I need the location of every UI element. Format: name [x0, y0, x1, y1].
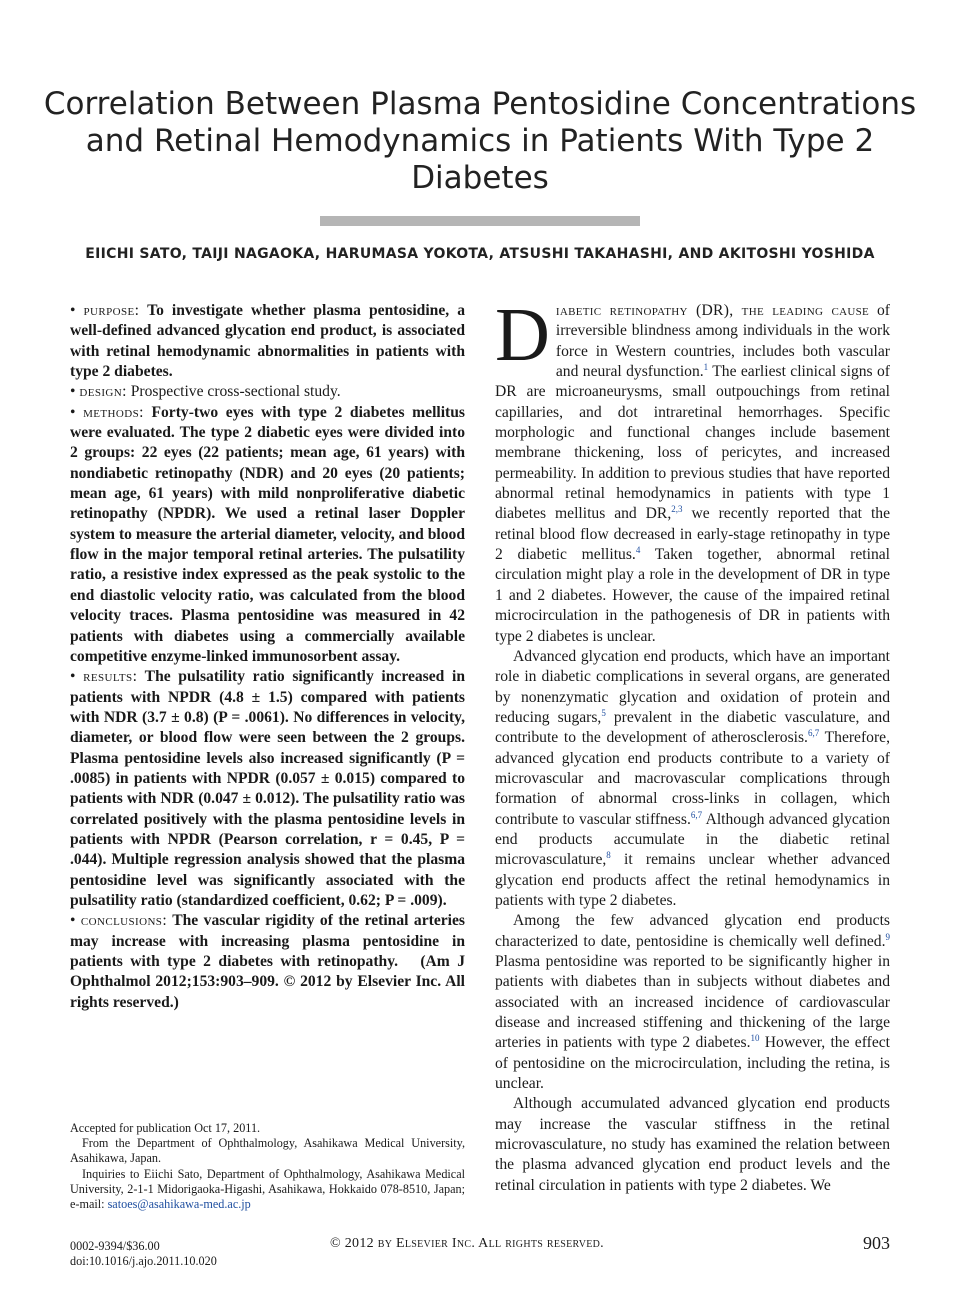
inquiries-text: Inquiries to Eiichi Sato, Department of Ophthalmology, Asahikawa Medical University, 2-1-1 Midorigaoka-Higashi, Asahikawa, Hokkaido 078-8510, Japan; e-mail:: [70, 1166, 465, 1212]
reference-link[interactable]: 6,7: [690, 809, 703, 820]
body-paragraph: [495, 647, 890, 911]
design-text: Prospective cross-sectional study.: [130, 383, 341, 401]
abstract-methods: [70, 403, 465, 667]
reference-link[interactable]: 1: [703, 361, 709, 372]
abstract-conclusions: [70, 911, 465, 1013]
conclusions-label: conclusions:: [80, 912, 168, 930]
body-paragraph: Although accumulated advanced glycation end products may increase the vascular stiffness in the retinal microvasculature, no study has examined the relation between the plasma advanced glycation end product levels and the retinal circulation in patients with type 2 diabetes. We: [495, 1095, 890, 1194]
footnotes: [70, 1121, 465, 1212]
results-text: The pulsatility ratio significantly increased in patients with NPDR (4.8 ± 1.5) compared with patients with NDR (3.7 ± 0.8) (P = .0061). No differences in velocity, diameter, or blood flow were seen between the 2 groups. Plasma pentosidine levels also increased significantly (P = .0085) in patients with NPDR (0.057 ± 0.015) compared to patients with NDR (0.047 ± 0.012). The pulsatility ratio was correlated positively with the plasma pentosidine levels in patients with NPDR (Pearson correlation, r = 0.45, P = .044). Multiple regression analysis showed that the plasma pentosidine level was significantly associated with the pulsatility ratio (standardized coefficient, 0.62; P = .009).: [70, 668, 465, 909]
text-run: prevalent in the diabetic vasculature, and contribute to the development of atherosclerosis.: [495, 708, 890, 747]
text-run: Therefore, advanced glycation end products contribute to a variety of microvascular and macrovascular complications through formation of abnormal cross-links in collagen, which contribute to vascular stiffness.: [495, 729, 890, 828]
text-run: The earliest clinical signs of DR are microaneurysms, small outpouchings from retinal capillaries, and dot intraretinal hemorrhages. Specific morphologic and functional changes include basement membrane thickening, loss of pericytes, and increased permeability. In addition to previous studies that have reported abnormal retinal hemodynamics in patients with type 1 diabetes mellitus and DR,: [495, 363, 890, 523]
reference-link[interactable]: 5: [601, 707, 606, 718]
text-run: we recently reported that the retinal blood flow decreased in early-stage retinopathy in type 2 diabetic mellitus.: [495, 505, 891, 564]
results-label: results:: [83, 668, 138, 686]
footer-copyright: © 2012 by Elsevier Inc. All rights reserved.: [330, 1236, 604, 1251]
conclusions-text: The vascular rigidity of the retinal arteries may increase with increasing plasma pentosidine in patients with type 2 diabetes with retinopathy.: [70, 912, 465, 970]
reference-link[interactable]: 10: [750, 1033, 760, 1044]
page-number: 903: [863, 1233, 890, 1253]
purpose-label: purpose:: [83, 302, 140, 319]
methods-text: Forty-two eyes with type 2 diabetes mellitus were evaluated. The type 2 diabetic eyes were divided into 2 groups: 22 eyes (22 patients; mean age, 61 years) with nondiabetic retinopathy (NDR) and 20 eyes (20 patients; mean age, 61 years) with mild nonproliferative diabetic retinopathy (NPDR). We used a retinal laser Doppler system to measure the arterial diameter, velocity, and blood flow in the major temporal retinal arteries. The pulsatility ratio, a resistive index expressed as the peak systolic to the end diastolic velocity ratio, was calculated from the blood velocity traces. Plasma pentosidine was measured in 42 patients with diabetes using a commercially available competitive enzyme-linked immunosorbent assay.: [70, 403, 465, 665]
reference-link[interactable]: 2,3: [671, 504, 683, 515]
doi[interactable]: doi:10.1016/j.ajo.2011.10.020: [70, 1254, 217, 1268]
text-run: Although advanced glycation end products accumulate in the diabetic retinal microvasculature,: [495, 810, 891, 869]
article-title: Correlation Between Plasma Pentosidine Concentrations and Retinal Hemodynamics in Patients With Type 2 Diabetes: [43, 86, 917, 196]
email-link[interactable]: satoes@asahikawa-med.ac.jp: [107, 1197, 251, 1212]
text-run: Among the few advanced glycation end products characterized to date, pentosidine is chemically well defined.: [495, 912, 890, 950]
body-paragraph: [495, 293, 891, 647]
bullet-icon: •: [70, 403, 76, 421]
reference-link[interactable]: 4: [635, 544, 641, 555]
abstract-results: [70, 667, 465, 911]
reference-link[interactable]: 9: [885, 931, 890, 942]
footer-identifiers: [70, 1239, 217, 1269]
abstract-purpose: [70, 301, 465, 382]
author-list: EIICHI SATO, TAIJI NAGAOKA, HARUMASA YOKOTA, ATSUSHI TAKAHASHI, AND AKITOSHI YOSHIDA: [85, 246, 875, 262]
text-run: Plasma pentosidine was reported to be significantly higher in patients with diabetes than in subjects without diabetes and associated with an increased incidence of cardiovascular disease and increased stiffening and thickening of the large arteries in patients with type 2 diabetes.: [495, 953, 890, 1052]
issn: 0002-9394/$36.00: [70, 1239, 160, 1253]
drop-cap: D: [495, 293, 550, 377]
title-divider: [320, 216, 640, 226]
footnote-inquiries: [70, 1167, 465, 1213]
footnote-affiliation: From the Department of Ophthalmology, Asahikawa Medical University, Asahikawa, Japan.: [70, 1136, 465, 1166]
abstract-design: [70, 382, 465, 402]
reference-link[interactable]: 8: [606, 850, 611, 861]
footnote-accepted: Accepted for publication Oct 17, 2011.: [70, 1121, 261, 1135]
text-run: of irreversible blindness among individuals in the work force in Western countries, includes both vascular and neural dysfunction.: [555, 302, 890, 381]
body-paragraph: [495, 911, 890, 1094]
reference-link[interactable]: 6,7: [807, 728, 820, 739]
text-run: However, the effect of pentosidine on the microcirculation, including the retina, is unclear.: [495, 1034, 890, 1093]
bullet-icon: •: [70, 383, 76, 401]
purpose-text: To investigate whether plasma pentosidine, a well-defined advanced glycation end product, is associated with retinal hemodynamic abnormalities in patients with type 2 diabetes.: [70, 302, 465, 381]
lead-in: iabetic retinopathy (DR), the leading cause: [555, 302, 870, 319]
abstract: [70, 301, 465, 1013]
body-text: [495, 293, 891, 1196]
citation: (Am J Ophthalmol 2012;153:903–909. © 2012 by Elsevier Inc. All rights reserved.): [70, 953, 465, 1011]
design-label: design:: [79, 383, 127, 401]
text-run: it remains unclear whether advanced glycation end products affect the retinal hemodynamics in patients with type 2 diabetes.: [495, 851, 890, 909]
text-run: Advanced glycation end products, which have an important role in diabetic complications in several organs, are generated by nonenzymatic glycation and oxidation of protein and reducing sugars,: [495, 647, 890, 726]
bullet-icon: •: [70, 912, 76, 930]
bullet-icon: •: [70, 668, 76, 686]
bullet-icon: •: [70, 302, 76, 319]
methods-label: methods:: [83, 403, 144, 421]
text-run: Taken together, abnormal retinal circulation might play a role in the development of DR in type 1 and 2 diabetes. However, the cause of the impaired retinal microcirculation in the pathogenesis of DR in patients with type 2 diabetes is unclear.: [495, 546, 891, 645]
